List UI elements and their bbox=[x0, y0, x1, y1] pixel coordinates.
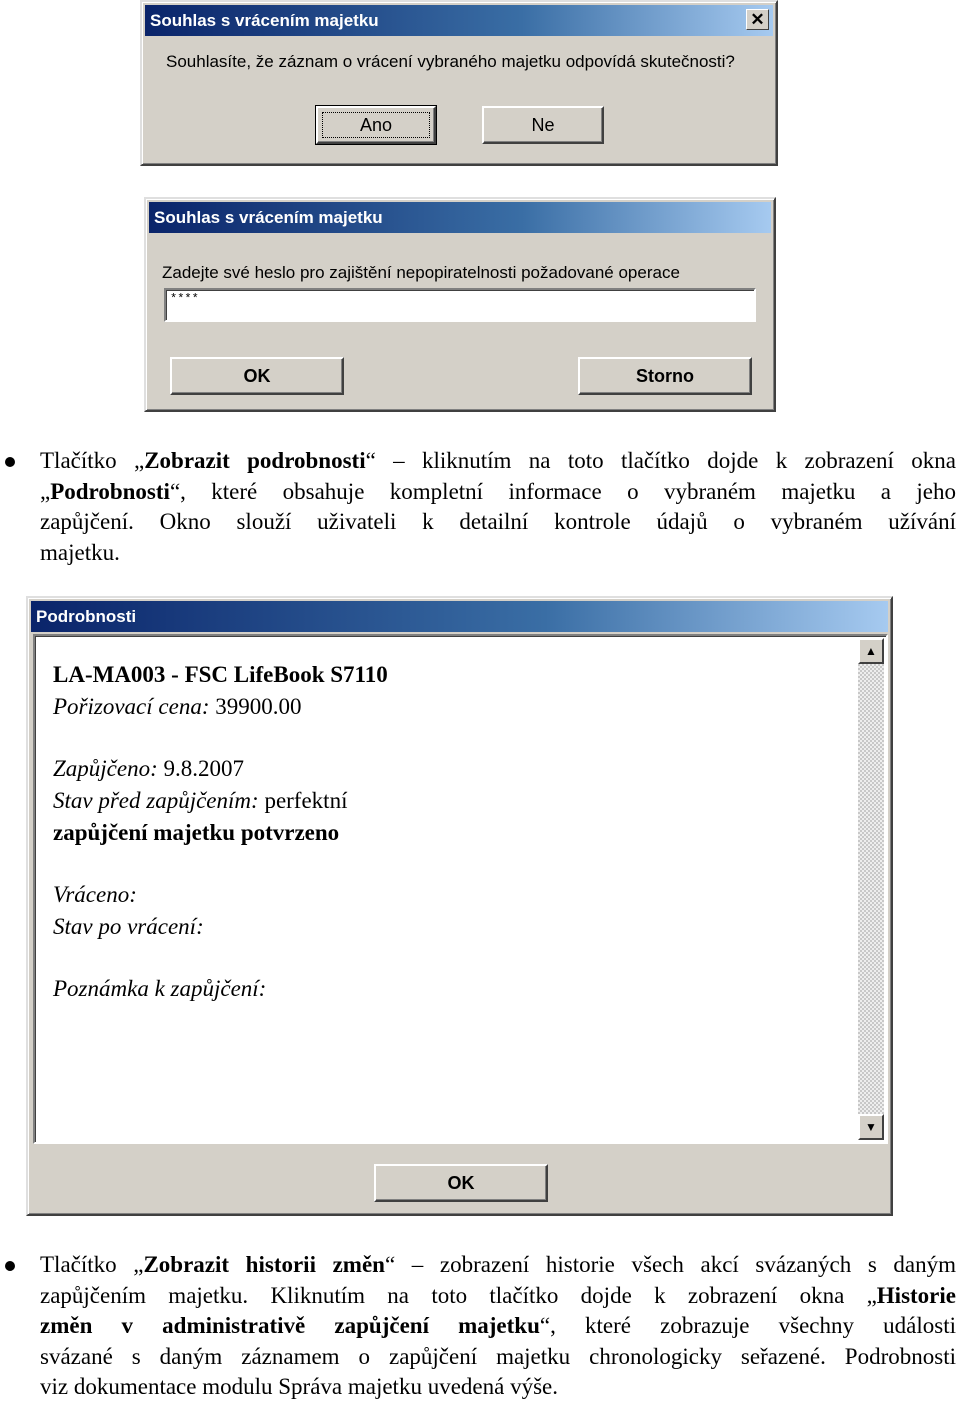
details-richtext[interactable] bbox=[33, 634, 888, 1144]
password-dialog-title: Souhlas s vrácením majetku bbox=[154, 208, 383, 227]
scroll-up-icon[interactable]: ▲ bbox=[858, 638, 884, 664]
paragraph-history bbox=[40, 1250, 956, 1403]
password-prompt: Zadejte své heslo pro zajištění nepopiratelnosti požadované operace bbox=[162, 263, 680, 282]
text-line: změn v administrativě zapůjčení majetku“, které zobrazuje všechny události bbox=[40, 1313, 956, 1338]
focus-rectangle bbox=[322, 112, 430, 138]
ok-button-label: OK bbox=[243, 366, 271, 386]
text-line: svázané s daným záznamem o zapůjčení majetku chronologicky seřazené. Podrobnosti bbox=[40, 1343, 956, 1369]
text-line: Tlačítko „Zobrazit historii změn“ – zobrazení historie všech akcí svázaných s daným bbox=[40, 1252, 956, 1277]
details-dialog-titlebar[interactable] bbox=[31, 601, 888, 632]
password-dialog bbox=[144, 197, 776, 412]
close-icon[interactable]: ✕ bbox=[746, 9, 769, 30]
text-line: viz dokumentace modulu Správa majetku uvedená výše. bbox=[40, 1374, 558, 1399]
paragraph-details bbox=[40, 446, 956, 568]
password-field[interactable]: **** bbox=[164, 288, 756, 322]
note-line: Poznámka k zapůjčení: bbox=[53, 976, 267, 1001]
details-ok-button-label: OK bbox=[447, 1173, 475, 1193]
cancel-button-label: Storno bbox=[636, 366, 694, 386]
asset-name: LA-MA003 - FSC LifeBook S7110 bbox=[53, 662, 388, 687]
state-before-line: Stav před zapůjčením: perfektní bbox=[53, 788, 348, 813]
text-line: zapůjčení. Okno slouží uživateli k detailní kontrole údajů o vybraném užívání bbox=[40, 509, 956, 534]
price-line: Pořizovací cena: 39900.00 bbox=[53, 694, 302, 719]
confirm-dialog-title: Souhlas s vrácením majetku bbox=[150, 11, 379, 30]
scroll-down-icon[interactable]: ▼ bbox=[858, 1114, 884, 1140]
text-line: zapůjčením majetku. Kliknutím na toto tlačítko dojde k zobrazení okna „Historie bbox=[40, 1282, 956, 1308]
yes-button-label: Ano bbox=[359, 115, 393, 135]
ok-button[interactable] bbox=[170, 357, 344, 395]
details-dialog-title: Podrobnosti bbox=[36, 607, 137, 626]
returned-line: Vráceno: bbox=[53, 882, 137, 907]
confirm-message: Souhlasíte, že záznam o vrácení vybraného majetku odpovídá skutečnosti? bbox=[166, 52, 735, 71]
state-after-line: Stav po vrácení: bbox=[53, 914, 204, 939]
cancel-button[interactable] bbox=[578, 357, 752, 395]
no-button[interactable] bbox=[482, 106, 604, 144]
confirm-dialog-titlebar[interactable] bbox=[145, 5, 773, 36]
confirmed-text: zapůjčení majetku potvrzeno bbox=[53, 820, 340, 845]
text-line: „Podrobnosti“, které obsahuje kompletní informace o vybraném majetku a jeho bbox=[40, 478, 956, 504]
yes-button[interactable] bbox=[316, 106, 436, 144]
details-ok-button[interactable] bbox=[374, 1164, 548, 1202]
text-line: majetku. bbox=[40, 539, 120, 565]
confirm-dialog bbox=[140, 0, 778, 166]
password-dialog-titlebar[interactable] bbox=[149, 202, 771, 233]
vertical-scrollbar[interactable] bbox=[858, 638, 884, 1140]
details-dialog bbox=[26, 596, 893, 1216]
text-line: Tlačítko „Zobrazit podrobnosti“ – kliknutím na toto tlačítko dojde k zobrazení okna bbox=[40, 448, 956, 473]
bullet-icon bbox=[5, 457, 15, 467]
lent-line: Zapůjčeno: 9.8.2007 bbox=[53, 756, 245, 781]
bullet-icon bbox=[5, 1261, 15, 1271]
no-button-label: Ne bbox=[531, 115, 555, 135]
